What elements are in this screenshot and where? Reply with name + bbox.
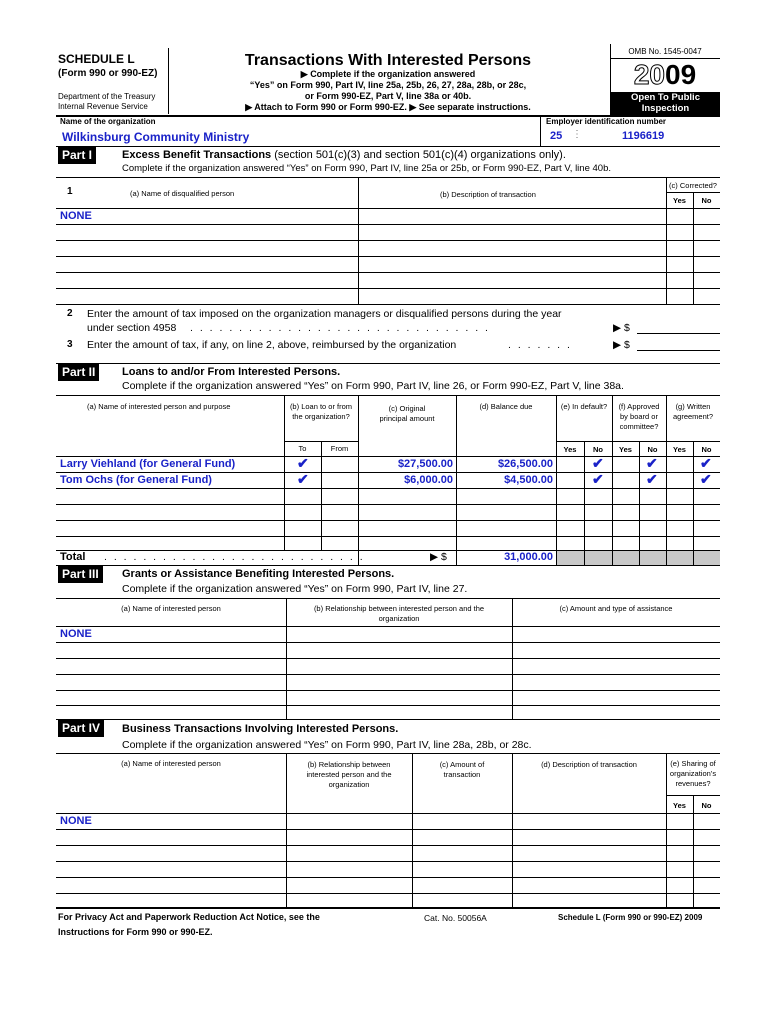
line-2-text-cont: under section 4958 (87, 322, 177, 334)
part-4-label: Part IV (58, 720, 104, 737)
instruction-line-4: ▶ Attach to Form 990 or Form 990-EZ. ▶ See separate instructions. (245, 102, 531, 112)
line-3-text: Enter the amount of tax, if any, on line 2, above, reimbursed by the organization (87, 339, 457, 351)
department-line: Department of the Treasury (58, 92, 156, 101)
part-2-f-no: No (647, 445, 658, 454)
part-3-col-b-1: (b) Relationship between interested person and the (313, 604, 485, 613)
loan-row-2-default-no[interactable]: ✔ (592, 471, 604, 487)
part-2-col-e: (e) In default? (560, 402, 608, 411)
part-2-g-no: No (701, 445, 712, 454)
part-2-total-label: Total (60, 551, 86, 563)
part-3-col-a: (a) Name of interested person (121, 604, 221, 613)
part-2-col-f-2: by board or (620, 412, 658, 421)
loan-row-2-approved-no[interactable]: ✔ (646, 471, 658, 487)
line-2-arrow: ▶ $ (613, 322, 630, 334)
catalog-number: Cat. No. 50056A (424, 913, 487, 923)
part-2-from: From (330, 444, 349, 453)
part-1-line-number: 1 (67, 186, 73, 197)
tax-year (610, 60, 720, 90)
schedule-label: SCHEDULE L (58, 52, 135, 66)
part-1-title-rest: (section 501(c)(3) and section 501(c)(4) organizations only). (271, 149, 566, 161)
loan-row-1-name[interactable]: Larry Viehland (for General Fund) (60, 458, 236, 470)
line-2-text: Enter the amount of tax imposed on the organization managers or disqualified persons during the year (87, 308, 562, 320)
ein-prefix[interactable]: 25 (550, 130, 563, 142)
part-3-title: Grants or Assistance Benefiting Interested Persons. (122, 568, 395, 580)
part-3-subtitle: Complete if the organization answered “Yes” on Form 990, Part IV, line 27. (122, 583, 468, 595)
part-1-col-b: (b) Description of transaction (440, 190, 536, 199)
omb-number: OMB No. 1545-0047 (628, 47, 702, 56)
line-3-number: 3 (67, 339, 73, 350)
part-1-yes: Yes (673, 196, 686, 205)
part-3-label: Part III (58, 566, 103, 583)
part-2-to: To (298, 444, 307, 453)
instruction-line-2: “Yes” on Form 990, Part IV, line 25a, 25b, 26, 27, 28a, 28b, or 28c, (249, 80, 527, 90)
open-public-box (611, 92, 720, 115)
instruction-line-3: or Form 990-EZ, Part V, line 38a or 40b. (304, 91, 472, 101)
loan-row-1-default-no[interactable]: ✔ (592, 455, 604, 471)
part-3-col-b-2: organization (378, 614, 420, 623)
part-2-e-no: No (593, 445, 603, 454)
irs-line: Internal Revenue Service (58, 102, 148, 111)
part-4-col-c-2: transaction (443, 770, 481, 779)
part-3-col-c: (c) Amount and type of assistance (559, 604, 673, 613)
part-2-subtitle: Complete if the organization answered “Yes” on Form 990, Part IV, line 26, or Form 990-EZ, Part V, line 38a. (122, 380, 624, 392)
loan-row-2-written-no[interactable]: ✔ (700, 471, 712, 487)
org-name-label: Name of the organization (60, 117, 156, 126)
instruction-line-1: ▶ Complete if the organization answered (300, 69, 476, 79)
loan-row-1-approved-no[interactable]: ✔ (646, 455, 658, 471)
tax-year-bold: 09 (665, 59, 697, 90)
part-1-col-a: (a) Name of disqualified person (130, 189, 235, 198)
part-4-yes: Yes (673, 801, 686, 810)
part-2-g-yes: Yes (673, 445, 686, 454)
part-2-e-yes: Yes (563, 445, 577, 454)
loan-row-1-principal[interactable]: $27,500.00 (397, 458, 453, 470)
part-3-entry[interactable]: NONE (60, 628, 92, 640)
part-1-subtitle: Complete if the organization answered “Yes” on Form 990, Part IV, line 25a or 25b, or Form 990-EZ, Part V, line 40b. (122, 163, 611, 174)
form-title: Transactions With Interested Persons (244, 52, 532, 69)
part-2-col-c-2: principal amount (379, 414, 435, 423)
part-4-col-e-2: organization’s (669, 769, 717, 778)
part-2-col-d: (d) Balance due (479, 402, 533, 411)
footer-schedule-ref: Schedule L (Form 990 or 990-EZ) 2009 (558, 913, 703, 922)
part-2-f-yes: Yes (619, 445, 632, 454)
part-4-col-d: (d) Description of transaction (541, 760, 637, 769)
part-4-col-b-2: interested person and the (306, 770, 392, 779)
part-1-col-c: (c) Corrected? (669, 181, 717, 190)
part-4-col-e-3: revenues? (675, 779, 711, 788)
part-4-subtitle: Complete if the organization answered “Yes” on Form 990, Part IV, line 28a, 28b, or 28c. (122, 739, 532, 751)
loan-row-2-balance[interactable]: $4,500.00 (504, 474, 553, 486)
part-2-col-a: (a) Name of interested person and purpose (87, 402, 231, 411)
line-3-dots: . . . . . . . (508, 339, 572, 351)
line-2-number: 2 (67, 308, 73, 319)
loan-row-2-principal[interactable]: $6,000.00 (404, 474, 453, 486)
open-public-line-1: Open To Public (631, 92, 700, 103)
org-name-value[interactable]: Wilkinsburg Community Ministry (62, 130, 250, 144)
part-1-title-bold: Excess Benefit Transactions (122, 149, 272, 161)
part-4-title: Business Transactions Involving Interested Persons. (122, 723, 399, 735)
part-4-col-c-1: (c) Amount of (439, 760, 485, 769)
privacy-notice-line-1: For Privacy Act and Paperwork Reduction Act Notice, see the (58, 912, 320, 922)
part-2-col-f-3: committee? (619, 422, 659, 431)
part-2-col-f-1: (f) Approved (618, 402, 660, 411)
loan-row-1-written-no[interactable]: ✔ (700, 455, 712, 471)
part-2-col-g-2: agreement? (672, 412, 714, 421)
loan-row-1-to-check[interactable]: ✔ (297, 455, 309, 471)
tax-year-outline: 20 (633, 59, 665, 90)
privacy-notice-line-2: Instructions for Form 990 or 990-EZ. (58, 927, 213, 937)
ein-suffix[interactable]: 1196619 (622, 130, 665, 142)
part-2-col-b-1: (b) Loan to or from (289, 402, 353, 411)
part-2-col-g-1: (g) Written (675, 402, 711, 411)
part-4-entry[interactable]: NONE (60, 815, 92, 827)
line-2-dots: . . . . . . . . . . . . . . . . . . . . . . . . . . . . . . . (190, 322, 490, 334)
part-2-total-arrow: ▶ $ (430, 551, 447, 563)
part-1-title (122, 149, 566, 161)
part-1-no: No (701, 196, 712, 205)
part-1-entry[interactable]: NONE (60, 210, 92, 222)
ein-separator: ⋮ (572, 129, 582, 140)
part-4-col-a: (a) Name of interested person (121, 759, 221, 768)
part-2-title: Loans to and/or From Interested Persons. (122, 366, 341, 378)
part-2-total-dots: . . . . . . . . . . . . . . . . . . . . . . . . . . . (104, 551, 365, 563)
part-4-col-b-1: (b) Relationship between (307, 760, 391, 769)
form-reference: (Form 990 or 990-EZ) (58, 68, 158, 79)
part-2-col-b-2: the organization? (292, 412, 350, 421)
line-3-arrow: ▶ $ (613, 339, 630, 351)
part-4-col-b-3: organization (328, 780, 370, 789)
open-public-line-2: Inspection (641, 103, 690, 114)
part-1-label: Part I (58, 147, 96, 164)
loan-row-2-to-check[interactable]: ✔ (297, 471, 309, 487)
part-2-total-value[interactable]: 31,000.00 (504, 551, 553, 563)
part-2-label: Part II (58, 364, 99, 381)
loan-row-1-balance[interactable]: $26,500.00 (497, 458, 553, 470)
part-4-col-e-1: (e) Sharing of (670, 759, 716, 768)
part-4-no: No (701, 801, 712, 810)
ein-label: Employer identification number (546, 117, 667, 126)
part-2-col-c-1: (c) Original (388, 404, 426, 413)
loan-row-2-name[interactable]: Tom Ochs (for General Fund) (60, 474, 212, 486)
